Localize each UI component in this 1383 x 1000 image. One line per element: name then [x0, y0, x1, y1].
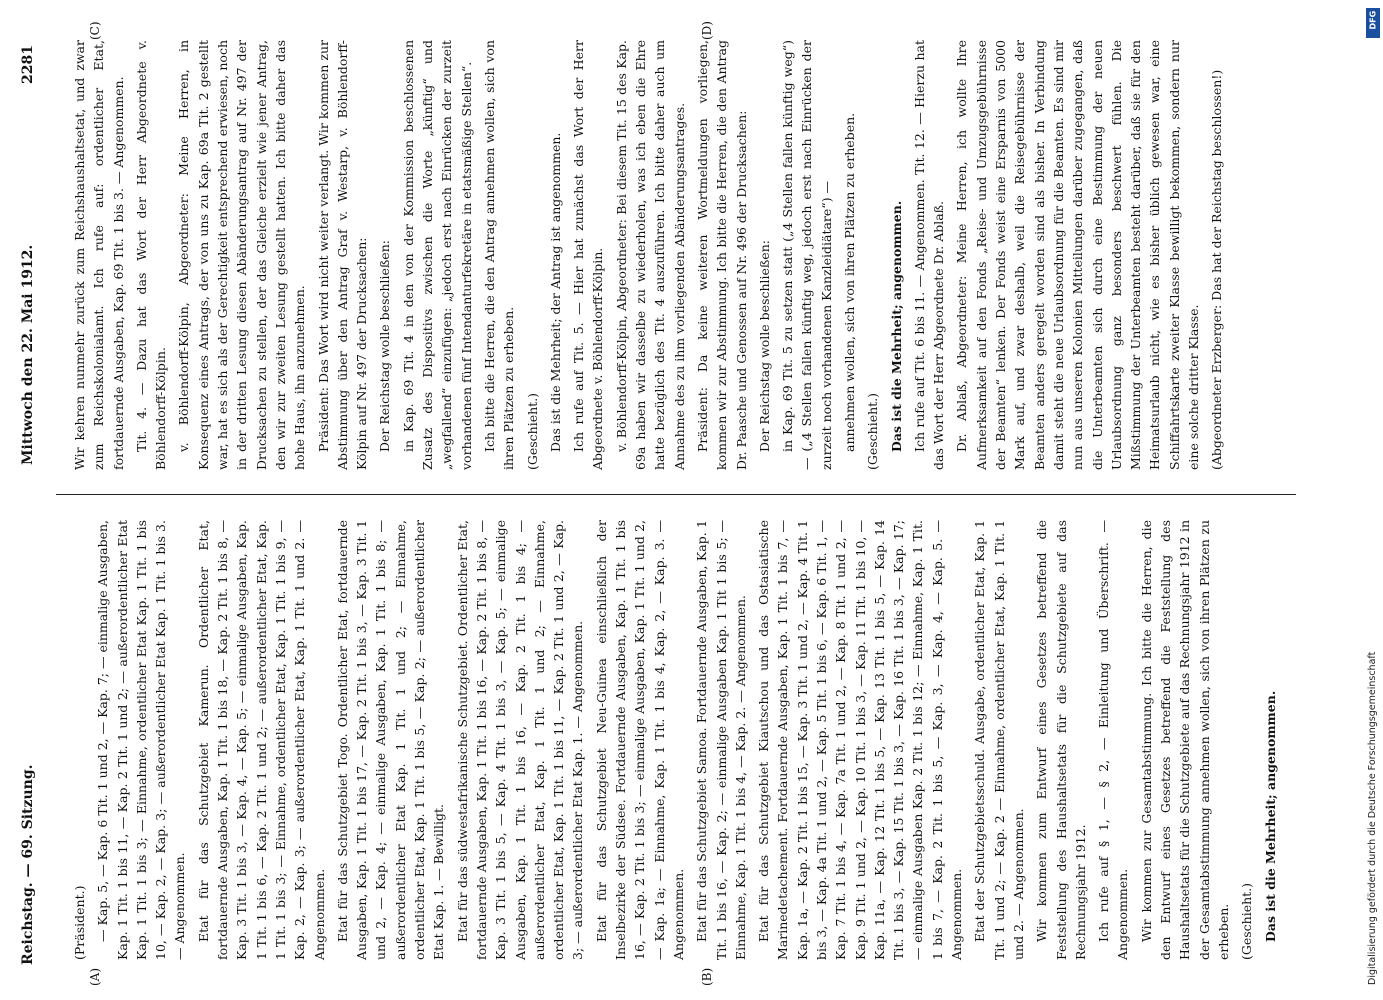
header-date: Mittwoch den 22. Mai 1912.: [20, 244, 36, 465]
dfg-logo-text: DFG: [1368, 10, 1378, 30]
margin-marker-b: (B): [700, 967, 714, 986]
left-column-paragraph: Etat für das südwestafrikanische Schutzgebiet. Ordentlicher Etat, fortdauernde Ausgaben, Kap. 1 Tit. 1 bis 16, — Kap. 2 Tit. 1 bis 8, — Kap. 3 Tit. 1 bis 5, — Kap. 4 Tit. 1 bis 3, — Kap. 5; — einmalige Ausgaben, Kap. 1 Tit. 1 bis 16, — Kap. 2 Tit. 1 bis 4; — außerordentlicher Etat, Kap. 1 Tit. 1 und 2; — Einnahme, ordentlicher Etat, Kap. 1 Tit. 1 bis 11, — Kap. 2 Tit. 1 und 2, — Kap. 3; — außerordentlicher Etat Kap. 1. — Angenommen.: [454, 520, 586, 960]
right-column-paragraph: v. Böhlendorff-Kölpin, Abgeordneter: Meine Herren, in Konsequenz eines Antrags, der von uns zu Kap. 69a Tit. 2 gestellt war, hat es sich als der Gerechtigkeit entsprechend erwiesen, noch in der dritten Lesung diesen Abänderungsantrag auf Nr. 497 der Drucksachen zu stellen, der das Gleiche erzielt wie jener Antrag, den wir zur zweiten Lesung gestellt hatten. Ich bitte daher das hohe Haus, ihn anzunehmen.: [176, 40, 308, 470]
left-column-paragraph: Das ist die Mehrheit; angenommen.: [1262, 690, 1278, 942]
left-column-paragraph: Ich rufe auf § 1, — § 2, — Einleitung und Überschrift. — Angenommen.: [1096, 520, 1131, 960]
right-column-paragraph: (Geschieht.): [865, 392, 881, 470]
right-column-paragraph: Präsident: Das Wort wird nicht weiter verlangt. Wir kommen zur Abstimmung über den Antrag Graf v. Westarp, v. Böhlendorff-Kölpin auf Nr. 497 der Drucksachen:: [315, 40, 370, 470]
right-column-paragraph: (Abgeordneter Erzberger: Das hat der Reichstag beschlossen!): [1209, 69, 1225, 470]
left-column-paragraph: (Geschieht.): [1239, 882, 1255, 960]
left-column-paragraph: Wir kommen zum Entwurf eines Gesetzes betreffend die Feststellung des Haushaltsetats für die Schutzgebiete auf das Rechnungsjahr 1912.: [1034, 520, 1088, 960]
margin-marker-a: (A): [88, 967, 102, 986]
left-column: [70, 520, 1284, 960]
credit-text: Digitalisierung gefördert durch die Deutsche Forschungsgemeinschaft: [1367, 651, 1378, 985]
margin-marker-d: (D): [700, 21, 714, 40]
dfg-logo: [1366, 8, 1380, 38]
right-column-paragraph: Ich bitte die Herren, die den Antrag annehmen wollen, sich von ihren Plätzen zu erheben.: [481, 40, 517, 470]
left-column-paragraph: Etat der Schutzgebietsschuld. Ausgabe, ordentlicher Etat, Kap. 1 Tit. 1 und 2; — Kap. 2 — Einnahme, ordentlicher Etat, Kap. 1 Tit. 1 und 2. — Angenommen.: [972, 520, 1026, 960]
right-column-paragraph: Der Reichstag wolle beschließen:: [756, 240, 772, 452]
right-column-paragraph: Wir kehren nunmehr zurück zum Reichshaushaltsetat, und zwar zum Reichskolonialamt. Ich rufe auf: ordentlicher Etat, fortdauernde Ausgaben, Kap. 69 Tit. 1 bis 3. — Angenommen.: [72, 40, 126, 470]
left-column-paragraph: Etat für das Schutzgebiet Samoa. Fortdauernde Ausgaben, Kap. 1 Tit. 1 bis 16, — Kap. 2; — einmalige Ausgaben Kap. 1 Tit 1 bis 5; — Einnahme, Kap. 1 Tit. 1 bis 4, — Kap. 2. — Angenommen.: [694, 520, 748, 960]
left-column-paragraph: Etat für das Schutzgebiet Kamerun. Ordentlicher Etat, fortdauernde Ausgaben, Kap. 1 Tit. 1 bis 18, — Kap. 2 Tit. 1 bis 8, — Kap. 3 Tit. 1 bis 3, — Kap. 4, — Kap. 5; — einmalige Ausgaben, Kap. 1 Tit. 1 bis 6, — Kap. 2 Tit. 1 und 2; — außerordentlicher Etat, Kap. 1 Tit. 1 bis 3; — Einnahme, ordentlicher Etat, Kap. 1 Tit. 1 bis 9, — Kap. 2, — Kap. 3; — außerordentlicher Etat, Kap. 1 Tit. 1 und 2. — Angenommen.: [195, 520, 327, 960]
page-number: 2281: [20, 45, 36, 84]
right-column-paragraph: in Kap. 69 Tit. 5 zu setzen statt („4 Stellen fallen künftig weg“) — („4 Stellen fallen künftig weg, jedoch erst nach Einrücken der zurzeit noch vorhandenen Kanzleidiätare“) —: [780, 40, 834, 470]
left-column-paragraph: Wir kommen zur Gesamtabstimmung. Ich bitte die Herren, die den Entwurf eines Gesetzes betreffend die Feststellung des Haushaltsetats für die Schutzgebiete auf das Rechnungsjahr 1912 in der Gesamtabstimmung annehmen wollen, sich von ihren Plätzen zu erheben.: [1138, 520, 1231, 960]
right-column-paragraph: Dr. Ablaß, Abgeordneter: Meine Herren, ich wollte Ihre Aufmerksamkeit auf den Fonds „Reise- und Umzugsgebührnisse der Beamten“ lenken. Der Fonds weist eine Ersparnis von 5000 Mark auf, und zwar deshalb, weil die Reisegebührnisse der Beamten anders geregelt worden sind als bisher. In Verbindung damit steht die neue Urlaubsordnung für die Beamten. Es sind mir nun aus unseren Kolonien Mitteilungen darüber zugegangen, daß die Unterbeamten sich durch eine Bestimmung der neuen Urlaubsordnung ganz besonders beschwert fühlen. Die Mißstimmung der Unterbeamten besteht darüber, daß sie für den Heimatsurlaub nicht, wie es bisher üblich gewesen war, eine Schiffahrtskarte zweiter Klasse bewilligt bekommen, sondern nur eine solche dritter Klasse.: [954, 40, 1202, 470]
left-column-paragraph: Etat für das Schutzgebiet Neu-Guinea einschließlich der Inselbezirke der Südsee. Fortdauernde Ausgaben, Kap. 1 Tit. 1 bis 16, — Kap. 2 Tit. 1 bis 3; — einmalige Ausgaben, Kap. 1 Tit. 1 und 2, — Kap. 1a; — Einnahme, Kap. 1 Tit. 1 bis 4, Kap. 2, — Kap. 3. — Angenommen.: [593, 520, 686, 960]
right-column-paragraph: Ich rufe auf Tit. 5. — Hier hat zunächst das Wort der Herr Abgeordnete v. Böhlendorff-Kölpin.: [571, 40, 606, 470]
right-column-paragraph: annehmen wollen, sich von ihren Plätzen zu erheben.: [841, 112, 857, 452]
credit-strip: [1365, 10, 1379, 990]
right-column-paragraph: Das ist die Mehrheit; der Antrag ist angenommen.: [547, 132, 563, 452]
right-column: [70, 40, 1231, 470]
right-column-paragraph: Präsident: Da keine weiteren Wortmeldungen vorliegen, kommen wir zur Abstimmung. Ich bitte die Herren, die den Antrag Dr. Paasche und Genossen auf Nr. 496 der Drucksachen:: [694, 40, 749, 470]
left-column-paragraph: Etat für das Schutzgebiet Togo. Ordentlicher Etat, fortdauernde Ausgaben, Kap. 1 Tit. 1 bis 17, — Kap. 2 Tit. 1 bis 3, — Kap. 3 Tit. 1 und 2, — Kap. 4; — einmalige Ausgaben, Kap. 1 Tit. 1 bis 8; — außerordentlicher Etat Kap. 1 Tit. 1 und 2; — Einnahme, ordentlicher Etat, Kap. 1 Tit. 1 bis 5, — Kap. 2; — außerordentlicher Etat Kap. 1. — Bewilligt.: [334, 520, 447, 960]
right-column-paragraph: Das ist die Mehrheit; angenommen.: [888, 200, 904, 452]
right-column-paragraph: v. Böhlendorff-Kölpin, Abgeordneter: Bei diesem Tit. 15 des Kap. 69a haben wir dasselbe zu wiederholen, was ich eben die Ehre hatte bezüglich des Tit. 4 auszuführen. Ich bitte daher auch um Annahme des zu ihm vorliegenden Abänderungsantrages.: [613, 40, 687, 470]
page-header: [20, 45, 50, 965]
left-column-paragraph: (Präsident.): [72, 885, 87, 960]
left-column-paragraph: — Kap. 5, — Kap. 6 Tit. 1 und 2, — Kap. 7; — einmalige Ausgaben, Kap. 1 Tit. 1 bis 11, — Kap. 2 Tit. 1 und 2; — außerordentlicher Etat Kap. 1 Tit. 1 bis 3; — Einnahme, ordentlicher Etat Kap. 1 Tit. 1 bis 10, — Kap. 2, — Kap. 3; — außerordentlicher Etat Kap. 1 Tit. 1 bis 3. — Angenommen.: [95, 520, 188, 960]
margin-marker-c: (C): [88, 21, 102, 40]
right-column-paragraph: (Geschieht.): [524, 392, 540, 470]
right-column-paragraph: in Kap. 69 Tit. 4 in den von der Kommission beschlossenen Zusatz des Dispositivs zwischen die Worte „künftig“ und „wegfallend“ einzufügen: „jedoch erst nach Einrücken der zurzeit vorhandenen fünf Intendanturfekretäre in etatsmäßige Stellen“.: [400, 40, 474, 470]
header-left: Reichstag. — 69. Sitzung.: [20, 764, 36, 965]
right-column-paragraph: Tit. 4. — Dazu hat das Wort der Herr Abgeordnete v. Böhlendorff-Kölpin.: [133, 40, 169, 470]
right-column-paragraph: Ich rufe auf Tit. 6 bis 11. — Angenommen. Tit. 12. — Hierzu hat das Wort der Herr Abgeordnete Dr. Ablaß.: [911, 40, 947, 470]
left-column-paragraph: Etat für das Schutzgebiet Kiautschou und das Ostasiatische Marinedetachement. Fortdauernde Ausgaben, Kap. 1 Tit. 1 bis 7, — Kap. 1a, — Kap. 2 Tit. 1 bis 15, — Kap. 3 Tit. 1 und 2, — Kap. 4 Tit. 1 bis 3, — Kap. 4a Tit. 1 und 2, — Kap. 5 Tit. 1 bis 6, — Kap. 6 Tit. 1, — Kap. 7 Tit. 1 bis 4, — Kap. 7a Tit. 1 und 2, — Kap. 8 Tit. 1 und 2, — Kap. 9 Tit. 1 und 2, — Kap. 10 Tit. 1 bis 3, — Kap. 11 Tit. 1 bis 10, — Kap. 11a, — Kap. 12 Tit. 1 bis 5, — Kap. 13 Tit. 1 bis 5, — Kap. 14 Tit. 1 bis 3, — Kap. 15 Tit. 1 bis 3, — Kap. 16 Tit. 1 bis 3, — Kap. 17; — einmalige Ausgaben Kap. 2 Tit. 1 bis 12; — Einnahme, Kap. 1 Tit. 1 bis 7, — Kap. 2 Tit. 1 bis 5, — Kap. 3, — Kap. 4, — Kap. 5. — Angenommen.: [756, 520, 965, 960]
column-divider: [56, 494, 1296, 495]
right-column-paragraph: Der Reichstag wolle beschließen:: [377, 240, 393, 452]
